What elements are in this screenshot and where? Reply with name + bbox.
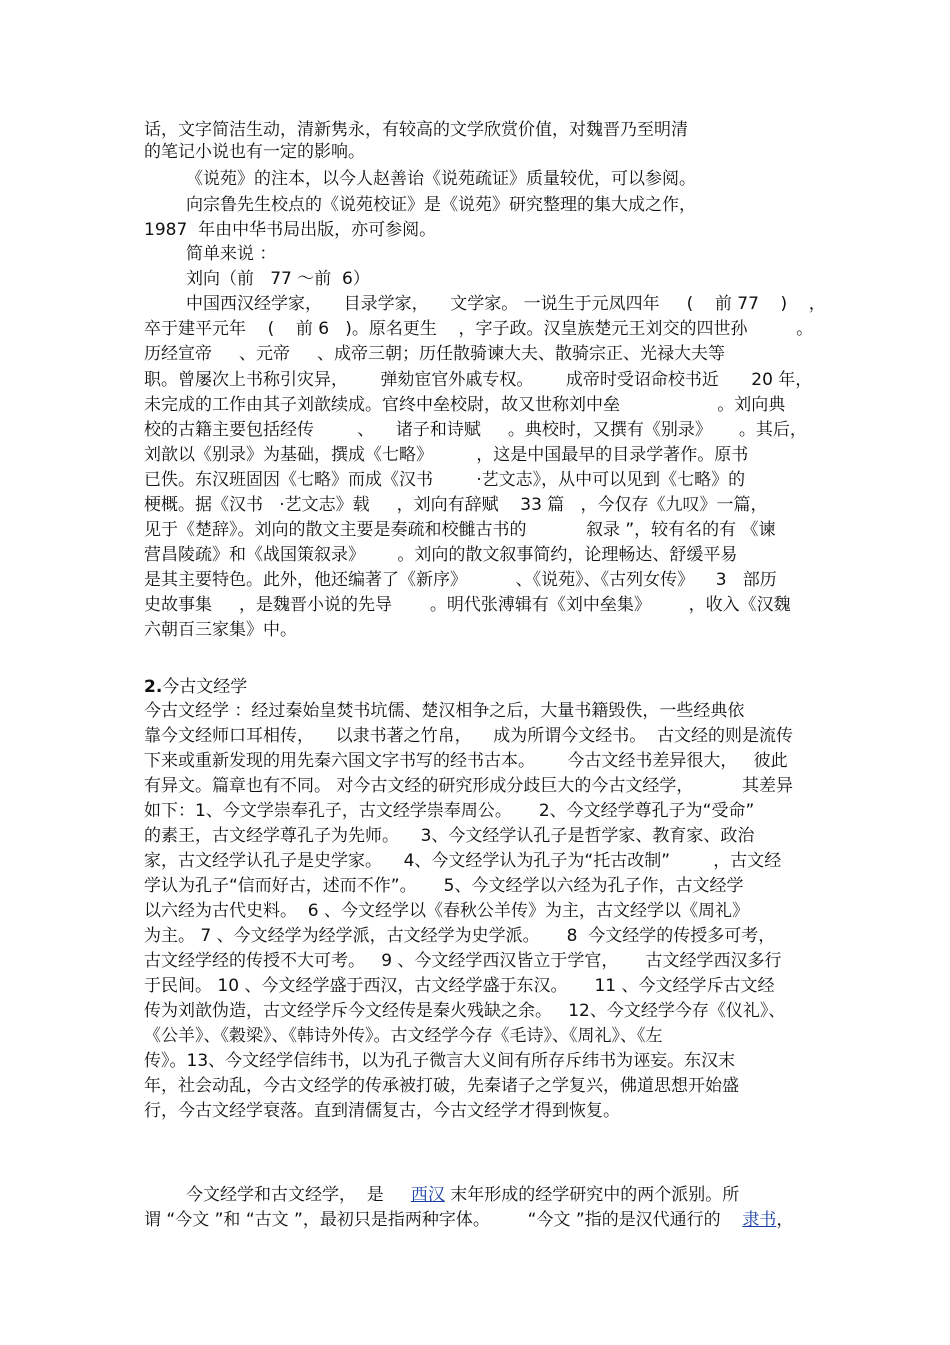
para4-line-6: 校的古籍主要包括经传 、 诸子和诗赋 。典校时，又撰有《别录》 。其后， — [144, 420, 807, 440]
section-number: 2. — [144, 677, 163, 697]
para5-line-4: 有异文。篇章也有不同。 对今古文经的研究形成分歧巨大的今古文经学， 其差异 — [144, 776, 794, 796]
para1-line-1: 话，文字简洁生动，清新隽永，有较高的文学欣赏价值，对魏晋乃至明清 — [144, 120, 688, 140]
para6-line-2-text-a: 谓 “今文 ”和 “古文 ”，最初只是指两种字体。 “今文 ”指的是汉代通行的 — [144, 1210, 743, 1230]
para5-line-6: 的素王，古文经学尊孔子为先师。 3、今文经学认孔子是哲学家、教育家、政治 — [144, 826, 755, 846]
para5-line-8: 学认为孔子“信而好古，述而不作”。 5、今文经学以六经为孔子作，古文经学 — [144, 876, 744, 896]
section-heading — [144, 676, 247, 698]
para5-line-2: 靠今文经师口耳相传， 以隶书著之竹帛， 成为所谓今文经书。 古文经的则是流传 — [144, 726, 794, 746]
para5-line-10: 为主。 7 、今文经学为经学派，古文经学为史学派。 8 今文经学的传授多可考， — [144, 926, 776, 946]
para4-line-8: 已佚。东汉班固因《七略》而成《汉书 ·艺文志》，从中可以见到《七略》的 — [144, 470, 746, 490]
para3-line-1: 向宗鲁先生校点的《说苑校证》是《说苑》研究整理的集大成之作， — [186, 195, 696, 215]
para5-line-16: 年，社会动乱，今古文经学的传承被打破，先秦诸子之学复兴，佛道思想开始盛 — [144, 1076, 739, 1096]
para4-line-7: 刘歆以《别录》为基础，撰成《七略》 ，这是中国最早的目录学著作。原书 — [144, 445, 749, 465]
para5-line-13: 传为刘歆伪造，古文经学斥今文经传是秦火残缺之余。 12、今文经学今存《仪礼》、 — [144, 1001, 786, 1021]
para5-line-17: 行，今古文经学衰落。直到清儒复古，今古文经学才得到恢复。 — [144, 1101, 620, 1121]
para5-line-3: 下来或重新发现的用先秦六国文字书写的经书古本。 今古文经书差异很大， 彼此 — [144, 751, 788, 771]
para6-line-1-text-a: 今文经学和古文经学， 是 — [186, 1185, 411, 1205]
author-line: 刘向（前 77 ～前 6） — [186, 269, 370, 289]
para5-line-15: 传》。13、今文经学信纬书，以为孔子微言大义间有所存斥纬书为诬妄。东汉末 — [144, 1051, 736, 1071]
para4-line-13: 史故事集 ，是魏晋小说的先导 。明代张溥辑有《刘中垒集》 ，收入《汉魏 — [144, 595, 791, 615]
para5-line-14: 《公羊》、《穀梁》、《韩诗外传》。古文经学今存《毛诗》、《周礼》、《左 — [144, 1026, 663, 1046]
para5-line-7: 家，古文经学认孔子是史学家。 4、今文经学认为孔子为“托古改制” ，古文经 — [144, 851, 782, 871]
para2-line-1: 《说苑》的注本，以今人赵善诒《说苑疏证》质量较优，可以参阅。 — [186, 169, 696, 189]
para4-line-12: 是其主要特色。此外，他还编著了《新序》 、《说苑》、《古列女传》 3 部历 — [144, 570, 777, 590]
lishu-link[interactable]: 隶书 — [742, 1210, 777, 1230]
para5-line-11: 古文经学经的传授不大可考。 9 、今文经学西汉皆立于学官， 古文经学西汉多行 — [144, 951, 782, 971]
para4-line-14: 六朝百三家集》中。 — [144, 620, 297, 640]
para4-line-9: 梗概。据《汉书 ·艺文志》载 ，刘向有辞赋 33 篇 ，今仅存《九叹》一篇， — [144, 495, 768, 515]
para5-line-5: 如下：1、今文学崇奉孔子，古文经学崇奉周公。 2、今文经学尊孔子为“受命” — [144, 801, 755, 821]
para4-line-10: 见于《楚辞》。刘向的散文主要是奏疏和校雠古书的 叙录 ”，较有名的有 《谏 — [144, 520, 776, 540]
section-title: 今古文经学 — [162, 677, 248, 697]
para4-line-2: 卒于建平元年 ( 前 6 )。原名更生 ，字子政。汉皇族楚元王刘交的四世孙 。 — [144, 319, 814, 339]
para6-line-2-text-b: ， — [776, 1210, 794, 1230]
para6-line-2 — [144, 1209, 793, 1231]
para4-line-3: 历经宣帝 、元帝 、成帝三朝；历任散骑谏大夫、散骑宗正、光禄大夫等 — [144, 344, 726, 364]
summary-label: 简单来说 ： — [186, 244, 277, 264]
para4-line-4: 职。曾屡次上书称引灾异， 弹劾宦官外戚专权。 成帝时受诏命校书近 20 年， — [144, 370, 813, 390]
para5-line-12: 于民间。 10 、今文经学盛于西汉，古文经学盛于东汉。 11 、今文经学斥古文经 — [144, 976, 775, 996]
para4-line-11: 营昌陵疏》和《战国策叙录》 。刘向的散文叙事简约，论理畅达、舒缓平易 — [144, 545, 738, 565]
para1-line-2: 的笔记小说也有一定的影响。 — [144, 142, 365, 162]
para5-line-1: 今古文经学 ：经过秦始皇焚书坑儒、楚汉相争之后，大量书籍毁佚，一些经典依 — [144, 701, 745, 721]
para6-line-1 — [186, 1184, 739, 1206]
xihan-link[interactable]: 西汉 — [410, 1185, 445, 1205]
para4-line-5: 未完成的工作由其子刘歆续成。官终中垒校尉，故又世称刘中垒 。刘向典 — [144, 395, 786, 415]
para4-line-1: 中国西汉经学家， 目录学家， 文学家。 一说生于元凤四年 ( 前 77 ) ， — [186, 294, 826, 314]
para5-line-9: 以六经为古代史料。 6 、今文经学以《春秋公羊传》为主，古文经学以《周礼》 — [144, 901, 750, 921]
para3-line-2: 1987 年由中华书局出版，亦可参阅。 — [144, 220, 437, 240]
para6-line-1-text-b: 末年形成的经学研究中的两个派别。所 — [444, 1185, 740, 1205]
